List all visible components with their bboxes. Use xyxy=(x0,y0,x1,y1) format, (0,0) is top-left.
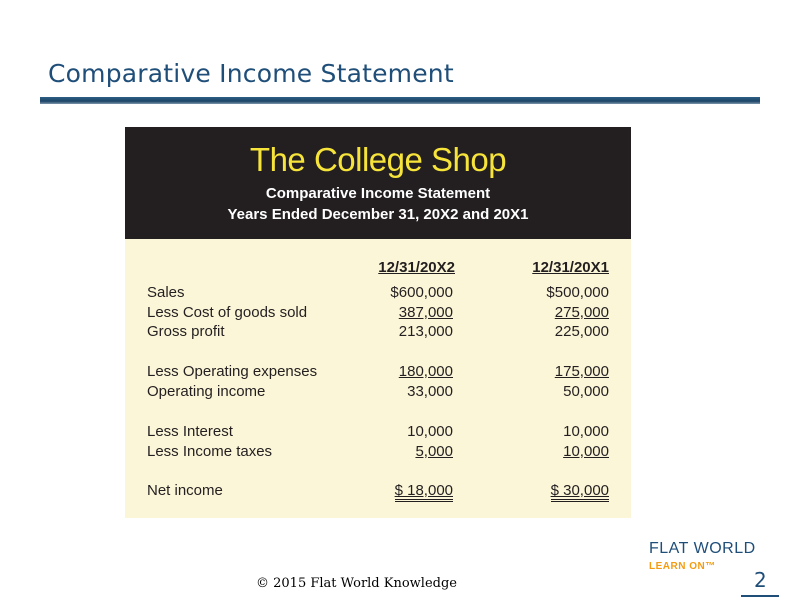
value-20x1: 10,000 xyxy=(563,423,609,440)
company-name: The College Shop xyxy=(249,141,507,178)
page-number-underline xyxy=(741,595,779,597)
title-divider xyxy=(40,97,760,104)
value-20x2: 5,000 xyxy=(415,443,453,460)
value-20x2: $600,000 xyxy=(390,284,453,301)
row-operating-income xyxy=(125,383,631,403)
row-label: Less Income taxes xyxy=(147,443,273,460)
value-20x1: $500,000 xyxy=(546,284,609,301)
column-header-20x2: 12/31/20X2 xyxy=(378,259,455,276)
value-20x1: 10,000 xyxy=(563,443,609,460)
value-20x1: $ 30,000 xyxy=(551,482,609,502)
value-20x1: 225,000 xyxy=(554,323,609,340)
row-sales xyxy=(125,284,631,304)
row-label: Less Cost of goods sold xyxy=(147,304,308,321)
value-20x1: 275,000 xyxy=(554,304,609,321)
row-operating-expenses xyxy=(125,363,631,383)
column-header-20x1: 12/31/20X1 xyxy=(532,259,609,276)
value-20x2: 33,000 xyxy=(407,383,453,400)
row-cost-of-goods-sold xyxy=(125,304,631,324)
row-label: Less Operating expenses xyxy=(147,363,318,380)
row-gross-profit xyxy=(125,323,631,343)
row-income-taxes xyxy=(125,443,631,463)
value-20x1: 175,000 xyxy=(554,363,609,380)
slide-title: Comparative Income Statement xyxy=(48,59,454,88)
statement-period: Years Ended December 31, 20X2 and 20X1 xyxy=(227,206,529,223)
value-20x1: 50,000 xyxy=(563,383,609,400)
row-label: Net income xyxy=(147,482,223,499)
row-label: Operating income xyxy=(147,383,266,400)
value-20x2: 180,000 xyxy=(398,363,453,380)
row-label: Gross profit xyxy=(147,323,225,340)
value-20x2: 10,000 xyxy=(407,423,453,440)
row-label: Less Interest xyxy=(147,423,233,440)
value-20x2: 387,000 xyxy=(398,304,453,321)
row-label: Sales xyxy=(147,284,185,301)
statement-subtitle: Comparative Income Statement xyxy=(265,185,491,202)
value-20x2: 213,000 xyxy=(398,323,453,340)
flat-world-logo xyxy=(649,540,756,572)
logo-tagline: LEARN ON™ xyxy=(649,561,716,572)
income-statement-figure xyxy=(125,127,631,518)
row-interest xyxy=(125,423,631,443)
statement-header xyxy=(125,127,631,239)
logo-wordmark: FLAT WORLD xyxy=(649,540,756,557)
copyright-notice: © 2015 Flat World Knowledge xyxy=(256,576,457,591)
value-20x2: $ 18,000 xyxy=(395,482,453,502)
row-net-income xyxy=(125,482,631,502)
page-number: 2 xyxy=(754,568,767,592)
